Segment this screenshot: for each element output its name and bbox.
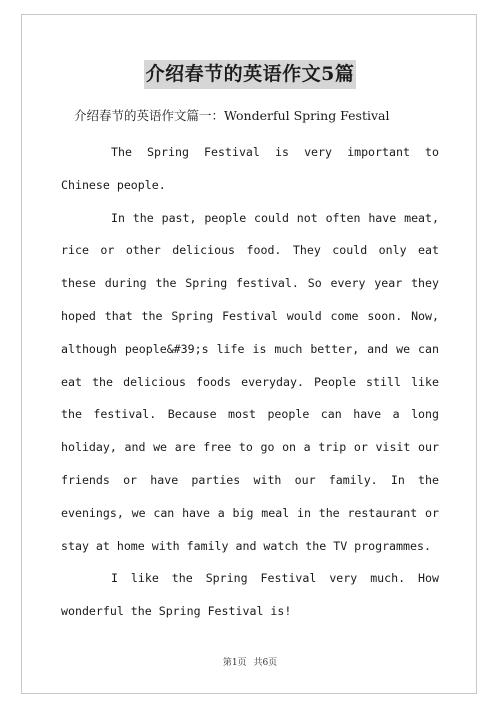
page-total: 共6页: [253, 658, 278, 668]
essay-subtitle: 介绍春节的英语作文篇一：Wonderful Spring Festival: [74, 108, 390, 123]
page-footer: [0, 655, 500, 668]
essay-body: [61, 136, 439, 628]
page-number: 第1页: [222, 658, 247, 668]
paragraph-3: I like the Spring Festival very much. How wonderful the Spring Festival is!: [61, 571, 439, 619]
paragraph-2: In the past, people could not often have meat, rice or other delicious food. They could only eat these during the Spring festival. So every year they hoped that the Spring Festival would come soon. Now, although people&#39;s life is much better, and we can eat the delicious foods everyday. People still like the festival. Because most people can have a long holiday, and we are free to go on a trip or visit our friends or have parties with our family. In the evenings, we can have a big meal in the restaurant or stay at home with family and watch the TV programmes.: [61, 210, 439, 553]
paragraph-1: The Spring Festival is very important to Chinese people.: [61, 145, 439, 192]
document-title: 介绍春节的英语作文5篇: [144, 60, 357, 89]
title-container: [0, 60, 500, 89]
